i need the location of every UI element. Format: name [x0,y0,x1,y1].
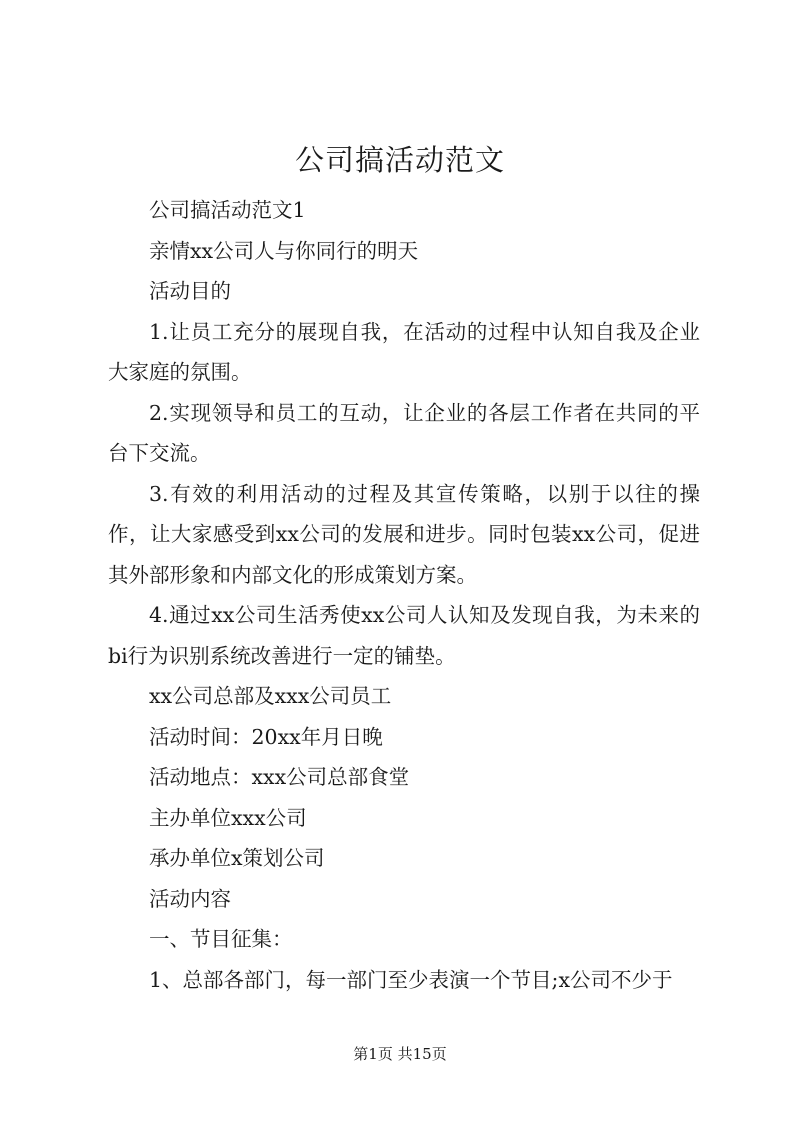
paragraph: 活动目的 [149,279,231,303]
document-body [108,190,700,1000]
paragraph: 1、总部各部门，每一部门至少表演一个节目;x公司不少于 [149,967,673,992]
paragraph: 承办单位x策划公司 [149,846,325,870]
paragraph: 亲情xx公司人与你同行的明天 [149,238,419,263]
paragraph: 3.有效的利用活动的过程及其宣传策略，以别于以往的操作，让大家感受到xx公司的发展和进步。同时包装xx公司，促进其外部形象和内部文化的形成策划方案。 [108,481,700,587]
paragraph: 活动时间：20xx年月日晚 [149,724,383,749]
paragraph: xx公司总部及xxx公司员工 [149,684,392,708]
paragraph: 4.通过xx公司生活秀使xx公司人认知及发现自我，为未来的bi行为识别系统改善进行一定的铺垫。 [108,603,700,668]
paragraph: 2.实现领导和员工的互动，让企业的各层工作者在共同的平台下交流。 [108,400,700,465]
page-number-footer: 第1页 共15页 [353,1045,447,1063]
paragraph: 活动内容 [149,886,231,911]
paragraph: 一、节目征集： [149,927,293,951]
paragraph: 主办单位xxx公司 [149,805,307,830]
paragraph: 1.让员工充分的展现自我，在活动的过程中认知自我及企业大家庭的氛围。 [108,319,700,384]
paragraph: 公司搞活动范文1 [149,198,306,222]
document-title: 公司搞活动范文 [294,143,505,177]
paragraph: 活动地点：xxx公司总部食堂 [149,765,410,789]
